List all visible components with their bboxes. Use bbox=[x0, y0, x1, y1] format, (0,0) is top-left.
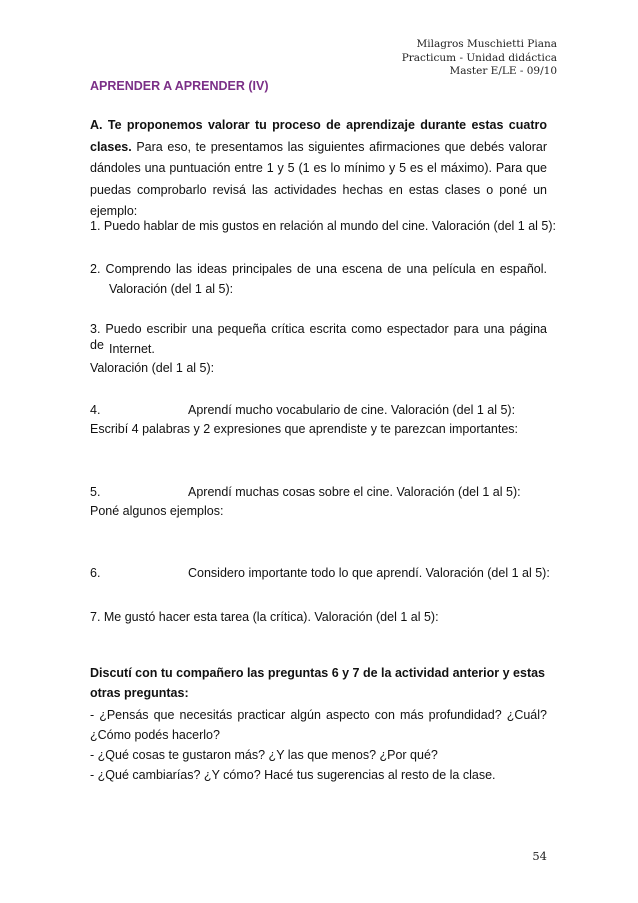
header-author: Milagros Muschietti Piana bbox=[416, 38, 557, 50]
discussion-heading-line-1: Discutí con tu compañero las preguntas 6 y 7 de la actividad anterior y estas bbox=[90, 666, 546, 680]
item-4-number: 4. bbox=[90, 403, 101, 417]
header-course: Practicum - Unidad didáctica bbox=[401, 51, 557, 64]
item-3-line-3: Valoración (del 1 al 5): bbox=[90, 361, 215, 375]
item-6-text: Considero importante todo lo que aprendí. Valoración (del 1 al 5): bbox=[188, 566, 550, 580]
question-3: - ¿Qué cambiarías? ¿Y cómo? Hacé tus sugerencias al resto de la clase. bbox=[90, 768, 496, 782]
item-2-line-2: Valoración (del 1 al 5): bbox=[109, 282, 234, 296]
question-1-line-2: ¿Cómo podés hacerlo? bbox=[90, 728, 220, 742]
item-4-text: Aprendí mucho vocabulario de cine. Valoración (del 1 al 5): bbox=[188, 403, 516, 417]
page-header bbox=[402, 38, 557, 79]
intro-text: Para eso, te presentamos las siguientes afirmaciones que debés valorar dándoles una puntuación entre 1 y 5 (1 es lo mínimo y 5 es el máximo). Para que puedas comprobarlo revisá las actividades hechas en estas clases o poné un ejemplo: bbox=[90, 139, 547, 218]
item-3-line-2: Internet. bbox=[109, 342, 155, 356]
item-7: 7. Me gustó hacer esta tarea (la crítica). Valoración (del 1 al 5): bbox=[90, 610, 439, 624]
page-number: 54 bbox=[532, 849, 547, 863]
section-title: APRENDER A APRENDER (IV) bbox=[90, 79, 269, 93]
header-program: Master E/LE - 09/10 bbox=[449, 65, 557, 77]
item-5-subtext: Poné algunos ejemplos: bbox=[90, 504, 224, 518]
item-4-subtext: Escribí 4 palabras y 2 expresiones que aprendiste y te parezcan importantes: bbox=[90, 422, 519, 436]
item-6-number: 6. bbox=[90, 566, 101, 580]
item-5-text: Aprendí muchas cosas sobre el cine. Valoración (del 1 al 5): bbox=[188, 485, 521, 499]
item-2-line-1: 2. Comprendo las ideas principales de una escena de una película en español. bbox=[90, 262, 547, 276]
item-1: 1. Puedo hablar de mis gustos en relación al mundo del cine. Valoración (del 1 al 5): bbox=[90, 219, 557, 233]
item-5-number: 5. bbox=[90, 485, 101, 499]
question-2: - ¿Qué cosas te gustaron más? ¿Y las que menos? ¿Por qué? bbox=[90, 748, 438, 762]
discussion-heading-line-2: otras preguntas: bbox=[90, 686, 189, 700]
question-1-line-1: - ¿Pensás que necesitás practicar algún aspecto con más profundidad? ¿Cuál? bbox=[90, 708, 547, 722]
intro-bold-text: A. Te proponemos valorar tu proceso de aprendizaje durante estas cuatro clases. bbox=[90, 118, 547, 154]
item-3-line-1: 3. Puedo escribir una pequeña crítica escrita como espectador para una página de bbox=[90, 322, 547, 352]
intro-paragraph bbox=[90, 115, 547, 223]
